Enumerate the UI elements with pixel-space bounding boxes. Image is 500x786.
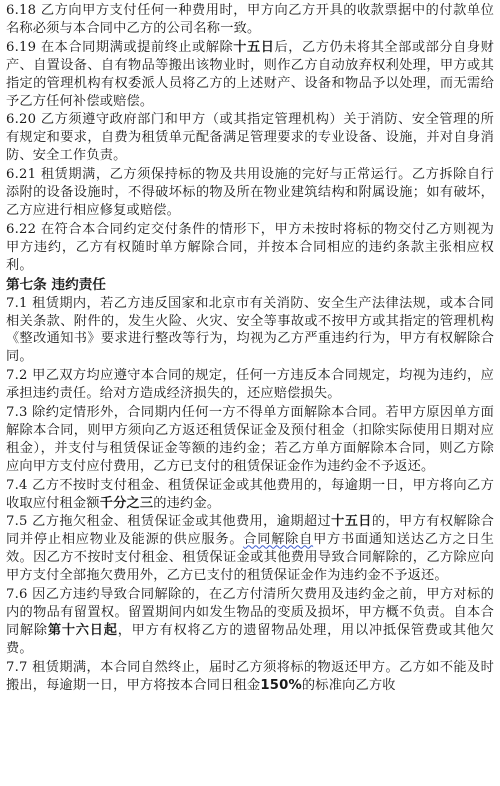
section-heading-7: 第七条 违约责任 bbox=[6, 276, 106, 293]
clause-6-20 bbox=[6, 111, 494, 165]
clause-6-19-text-c: 后，乙方仍未将其全部或部分自身财产、自置设备、自有物品等搬出该物业时，则作乙方自动放弃权利处理，甲方或其指定的管理机构有权委派人员将乙方的上述财产、设备和物品予以处理，而无需给予乙方任何补偿或赔偿。 bbox=[6, 39, 495, 109]
clause-7-7-bold: 150% bbox=[260, 677, 302, 693]
clause-7-3-text: 7.3 除约定情形外，合同期内任何一方不得单方面解除本合同。若甲方原因单方面解除本合同，则甲方须向乙方返还租赁保证金及预付租金（扣除实际使用日期对应租金），并支付与租赁保证金等额的违约金；若乙方单方面解除本合同，则乙方除应向甲方支付应付费用，乙方已支付的租赁保证金作为违约金不予返还。 bbox=[6, 405, 494, 474]
clause-6-21 bbox=[6, 166, 494, 220]
clause-7-5-text-e: 甲方书面通知送达乙方之日生效。因乙方不按时支付租金、租赁保证金或其他费用导致合同解除的，乙方除应向甲方支付全部拖欠费用外，乙方已支付的租赁保证金作为违约金不予返还。 bbox=[6, 532, 494, 584]
clause-7-7-text-c: 的标准向乙方收 bbox=[301, 677, 396, 693]
clause-7-7-text-a: 7.7 租赁期满，本合同自然终止，届时乙方须将标的物返还甲方。乙方如不能及时搬出，每逾期一日，甲方将按本合同日租金 bbox=[6, 659, 494, 693]
clause-7-4 bbox=[6, 477, 494, 513]
clause-6-18-text: 6.18 乙方向甲方支付任何一种费用时，甲方向乙方开具的收款票据中的付款单位名称必须与本合同中乙方的公司名称一致。 bbox=[6, 3, 494, 36]
clause-7-4-text-a: 7.4 乙方不按时支付租金、租赁保证金或其他费用的，每逾期一日，甲方将向乙方收取应付租金额 bbox=[6, 477, 494, 511]
clause-7-2-text: 7.2 甲乙双方均应遵守本合同的规定，任何一方违反本合同规定，均视为违约，应承担违约责任。给对方造成经济损失的，还应赔偿损失。 bbox=[6, 368, 494, 402]
clause-6-19 bbox=[6, 39, 494, 111]
clause-7-1 bbox=[6, 295, 494, 367]
clause-7-2 bbox=[6, 367, 494, 403]
clause-6-22-text: 6.22 在符合本合同约定交付条件的情形下，甲方未按时将标的物交付乙方则视为甲方违约，乙方有权随时单方解除合同，并按本合同相应的违约条款主张相应权利。 bbox=[6, 221, 494, 273]
clause-7-5-text-c: 的，甲方有权解除合同并停止相应物业及能源的供应服务。 bbox=[6, 514, 494, 548]
clause-7-6-text-c: ，甲方有权将乙方的遗留物品处理，用以冲抵保管费或其他欠费。 bbox=[6, 622, 494, 656]
clause-7-5 bbox=[6, 513, 494, 585]
clause-7-5-bold: 十五日 bbox=[331, 514, 372, 530]
clause-7-6 bbox=[6, 586, 494, 658]
clause-6-19-bold: 十五日 bbox=[233, 39, 275, 55]
clause-6-19-text-a: 6.19 在本合同期满或提前终止或解除 bbox=[6, 39, 234, 55]
clause-7-6-text-a: 7.6 因乙方违约导致合同解除的，在乙方付清所欠费用及违约金之前，甲方对标的内的物品有留置权。留置期间内如发生物品的变质及损坏，甲方概不负责。自本合同解除 bbox=[6, 587, 494, 638]
clause-7-6-bold: 第十六日起 bbox=[47, 622, 118, 638]
clause-6-22 bbox=[6, 221, 494, 275]
clause-7-1-text: 7.1 租赁期内，若乙方违反国家和北京市有关消防、安全生产法律法规，或本合同相关条款、附件的，发生火险、火灾、安全等事故或不按甲方或其指定的管理机构《整改通知书》要求进行整改等行为，均视为乙方严重违约行为，甲方有权解除合同。 bbox=[6, 295, 494, 365]
clause-7-4-bold: 千分之三 bbox=[99, 495, 154, 511]
clause-7-4-text-c: 的违约金。 bbox=[153, 495, 221, 511]
clause-7-5-underlined: 合同解除自 bbox=[243, 532, 314, 548]
clause-6-18 bbox=[6, 2, 494, 38]
clause-6-21-text: 6.21 租赁期满，乙方须保持标的物及共用设施的完好与正常运行。乙方拆除自行添附的设备设施时，不得破坏标的物及所在物业建筑结构和附属设施；如有破坏，乙方应进行相应修复或赔偿。 bbox=[6, 167, 494, 218]
clause-7-3 bbox=[6, 404, 494, 476]
clause-7-5-text-a: 7.5 乙方拖欠租金、租赁保证金或其他费用，逾期超过 bbox=[6, 514, 332, 530]
clause-6-20-text: 6.20 乙方须遵守政府部门和甲方（或其指定管理机构）关于消防、安全管理的所有规定和要求，自费为租赁单元配备满足管理要求的专业设备、设施，并对自身消防、安全工作负责。 bbox=[6, 112, 494, 164]
clause-7-7 bbox=[6, 659, 494, 695]
